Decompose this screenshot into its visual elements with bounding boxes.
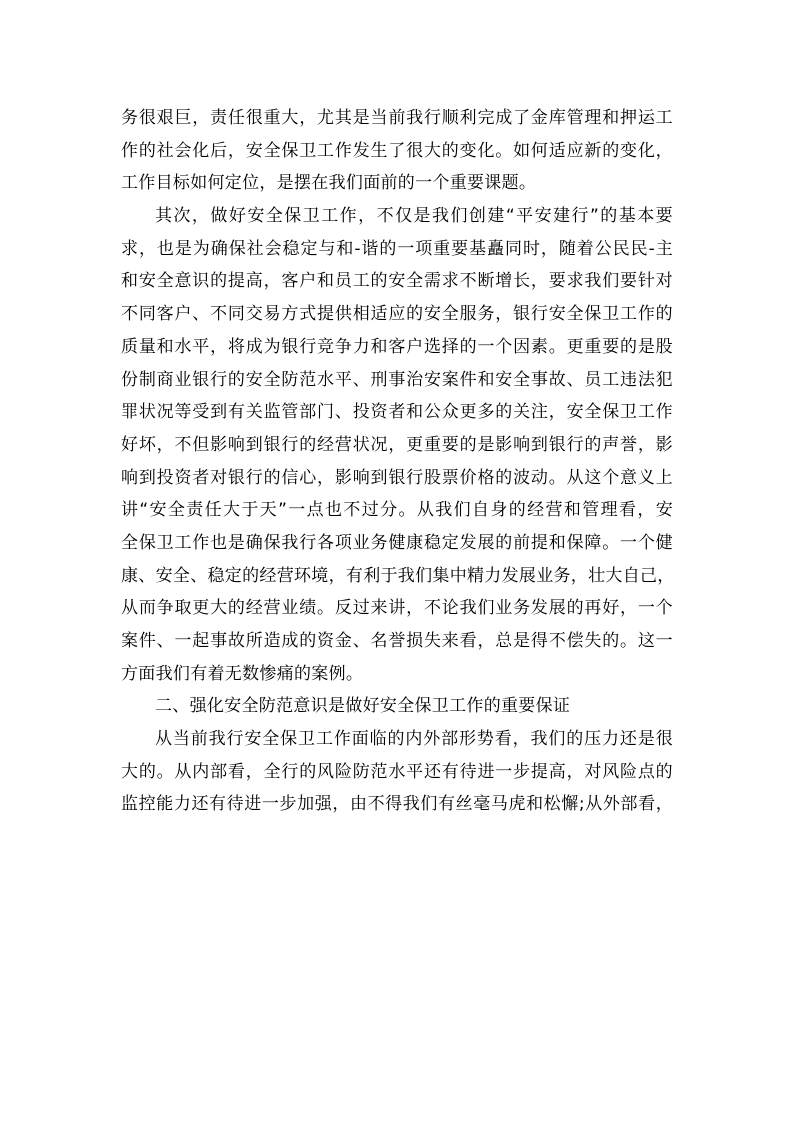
text-line: 方面我们有着无数惨痛的案例。 <box>121 663 364 684</box>
section-heading <box>121 690 673 723</box>
text-line: 响到投资者对银行的信心，影响到银行股票价格的波动。从这个意义上 <box>121 467 673 488</box>
text-line: 份制商业银行的安全防范水平、刑事治安案件和安全事故、员工违法犯 <box>121 369 673 390</box>
text-line: 求，也是为确保社会稳定与和-谐的一项重要基矗同时，随着公民民-主 <box>121 238 673 259</box>
text-line: 案件、一起事故所造成的资金、名誉损失来看，总是得不偿失的。这一 <box>121 631 673 651</box>
heading-text: 二、强化安全防范意识是做好安全保卫工作的重要保证 <box>155 696 571 717</box>
text-line: 全保卫工作也是确保我行各项业务健康稳定发展的前提和保障。一个健 <box>121 532 673 553</box>
text-line: 大的。从内部看，全行的风险防范水平还有待进一步提高，对风险点的 <box>121 761 673 782</box>
text-line: 不同客户、不同交易方式提供相适应的安全服务，银行安全保卫工作的 <box>121 304 673 325</box>
paragraph-1 <box>121 102 673 200</box>
text-line: 质量和水平，将成为银行竞争力和客户选择的一个因素。更重要的是股 <box>121 336 673 357</box>
text-line: 好坏，不但影响到银行的经营状况，更重要的是影响到银行的声誉，影 <box>121 434 673 455</box>
text-line: 罪状况等受到有关监管部门、投资者和公众更多的关注，安全保卫工作 <box>121 402 673 423</box>
text-line: 康、安全、稳定的经营环境，有利于我们集中精力发展业务，壮大自己， <box>121 565 675 586</box>
document-body <box>121 102 673 821</box>
paragraph-3 <box>121 723 673 821</box>
text-line: 从当前我行安全保卫工作面临的内外部形势看，我们的压力还是很 <box>155 729 673 750</box>
text-line: 工作目标如何定位，是摆在我们面前的一个重要课题。 <box>121 173 537 194</box>
text-line: 务很艰巨，责任很重大，尤其是当前我行顺利完成了金库管理和押运工 <box>121 108 673 128</box>
text-line: 作的社会化后，安全保卫工作发生了很大的变化。如何适应新的变化， <box>121 140 673 161</box>
text-line: 其次，做好安全保卫工作，不仅是我们创建“平安建行”的基本要 <box>155 206 673 227</box>
text-line: 讲“安全责任大于天”一点也不过分。从我们自身的经营和管理看，安 <box>121 500 673 521</box>
paragraph-2 <box>121 200 673 690</box>
text-line: 和安全意识的提高，客户和员工的安全需求不断增长，要求我们要针对 <box>121 271 673 292</box>
text-line: 监控能力还有待进一步加强，由不得我们有丝毫马虎和松懈;从外部看， <box>121 794 673 815</box>
text-line: 从而争取更大的经营业绩。反过来讲，不论我们业务发展的再好，一个 <box>121 598 673 619</box>
